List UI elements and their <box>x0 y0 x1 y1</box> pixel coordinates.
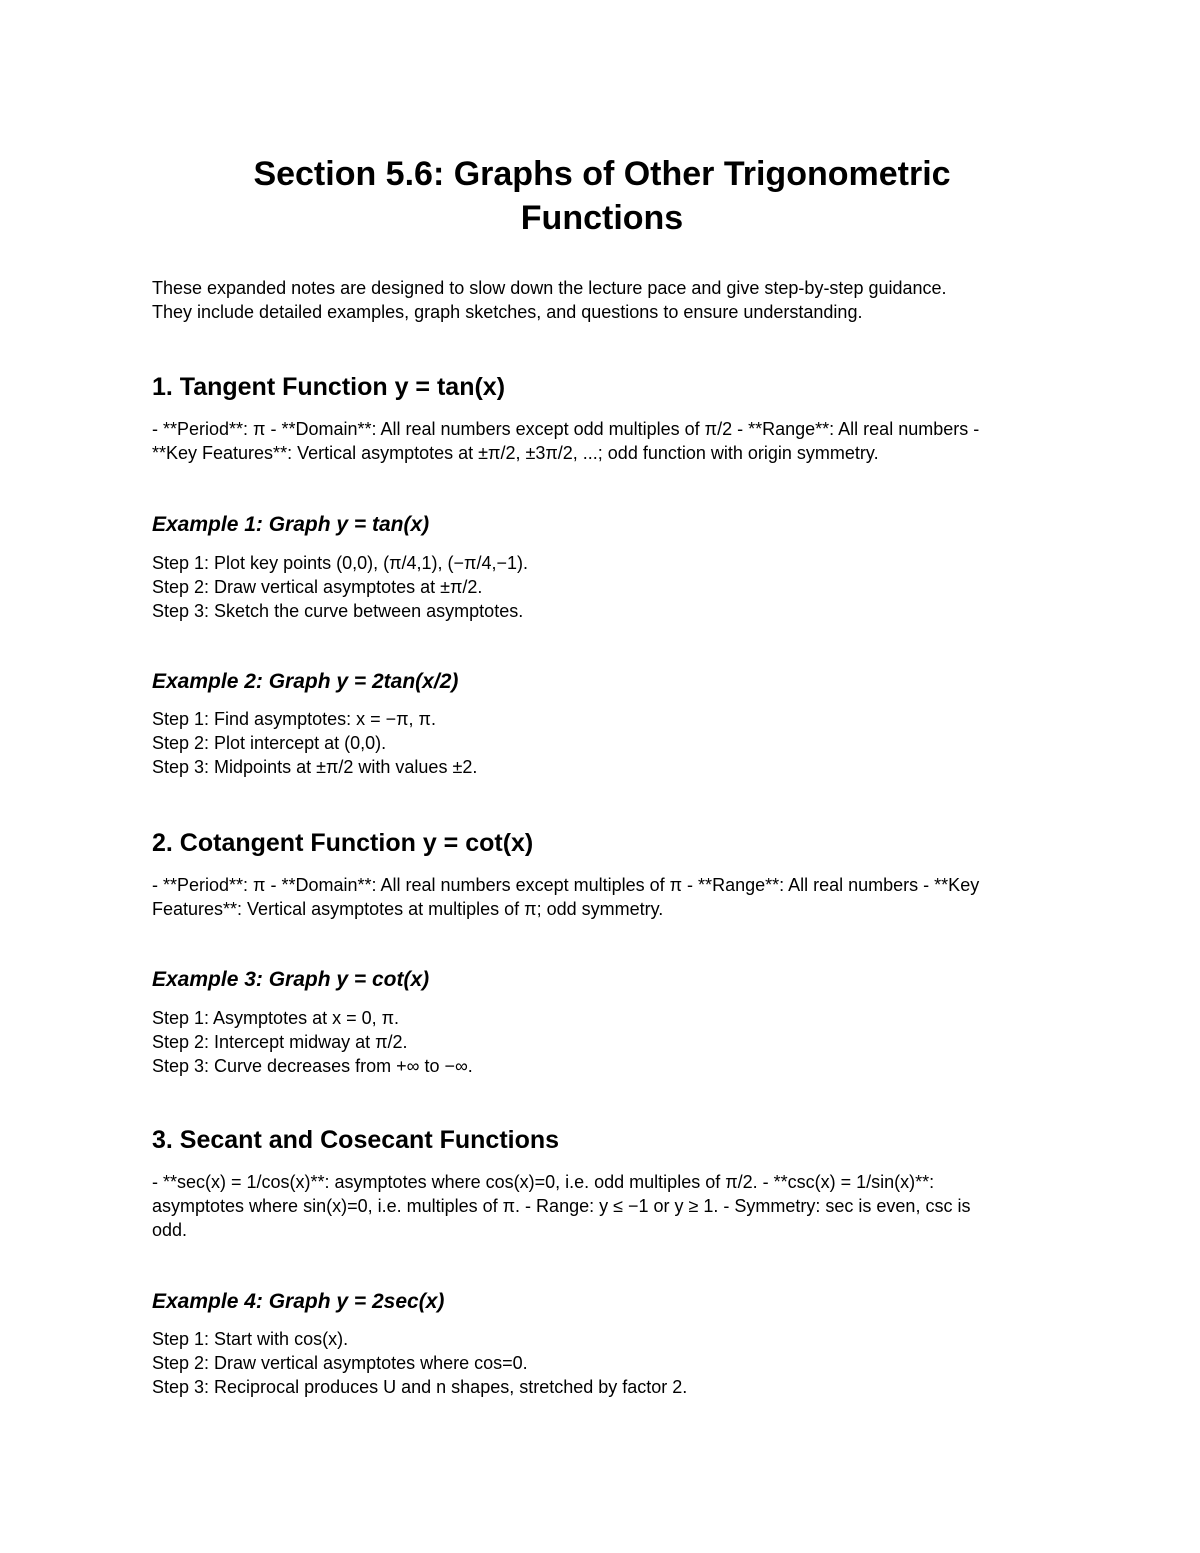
example-2-step-1: Step 1: Find asymptotes: x = −π, π. <box>152 709 436 729</box>
example-4-heading: Example 4: Graph y = 2sec(x) <box>152 1290 445 1313</box>
example-4-step-2: Step 2: Draw vertical asymptotes where cos=0. <box>152 1353 528 1373</box>
intro-paragraph <box>152 276 1052 324</box>
section-3-summary-line-3: odd. <box>152 1220 188 1240</box>
page-title <box>152 152 1052 240</box>
section-1-summary-line-1: - **Period**: π - **Domain**: All real numbers except odd multiples of π/2 - **Range**: All real numbers - <box>152 419 980 439</box>
section-2-heading: 2. Cotangent Function y = cot(x) <box>152 829 534 857</box>
example-1-step-2: Step 2: Draw vertical asymptotes at ±π/2. <box>152 577 483 597</box>
intro-line-2: They include detailed examples, graph sketches, and questions to ensure understanding. <box>152 302 863 322</box>
intro-line-1: These expanded notes are designed to slow down the lecture pace and give step-by-step guidance. <box>152 278 947 298</box>
example-3-step-3: Step 3: Curve decreases from +∞ to −∞. <box>152 1056 473 1076</box>
example-3-step-2: Step 2: Intercept midway at π/2. <box>152 1032 408 1052</box>
example-3-heading: Example 3: Graph y = cot(x) <box>152 968 430 991</box>
example-4-step-3: Step 3: Reciprocal produces U and n shapes, stretched by factor 2. <box>152 1377 688 1397</box>
section-3-summary <box>152 1170 1052 1242</box>
example-3-steps <box>152 1006 1052 1078</box>
section-3-summary-line-2: asymptotes where sin(x)=0, i.e. multiples of π. - Range: y ≤ −1 or y ≥ 1. - Symmetry: sec is even, csc is <box>152 1196 971 1216</box>
example-4-steps <box>152 1327 1052 1399</box>
example-2-step-3: Step 3: Midpoints at ±π/2 with values ±2. <box>152 757 478 777</box>
section-1-summary-line-2: **Key Features**: Vertical asymptotes at ±π/2, ±3π/2, ...; odd function with origin symmetry. <box>152 443 879 463</box>
section-2-summary-line-1: - **Period**: π - **Domain**: All real numbers except multiples of π - **Range**: All real numbers - **Key <box>152 875 980 895</box>
example-1-step-3: Step 3: Sketch the curve between asymptotes. <box>152 601 524 621</box>
example-1-heading: Example 1: Graph y = tan(x) <box>152 513 430 536</box>
section-2-summary <box>152 873 1052 921</box>
example-2-steps <box>152 707 1052 779</box>
section-1-summary <box>152 417 1052 465</box>
example-3-step-1: Step 1: Asymptotes at x = 0, π. <box>152 1008 400 1028</box>
example-1-steps <box>152 551 1052 623</box>
example-4-step-1: Step 1: Start with cos(x). <box>152 1329 349 1349</box>
section-3-heading: 3. Secant and Cosecant Functions <box>152 1126 560 1154</box>
section-2-summary-line-2: Features**: Vertical asymptotes at multiples of π; odd symmetry. <box>152 899 664 919</box>
example-1-step-1: Step 1: Plot key points (0,0), (π/4,1), (−π/4,−1). <box>152 553 529 573</box>
example-2-step-2: Step 2: Plot intercept at (0,0). <box>152 733 387 753</box>
section-1-heading: 1. Tangent Function y = tan(x) <box>152 373 506 401</box>
title-line-1: Section 5.6: Graphs of Other Trigonometric <box>253 155 951 193</box>
title-line-2: Functions <box>520 199 684 237</box>
example-2-heading: Example 2: Graph y = 2tan(x/2) <box>152 670 459 693</box>
section-3-summary-line-1: - **sec(x) = 1/cos(x)**: asymptotes where cos(x)=0, i.e. odd multiples of π/2. - **csc(x) = 1/sin(x)**: <box>152 1172 935 1192</box>
